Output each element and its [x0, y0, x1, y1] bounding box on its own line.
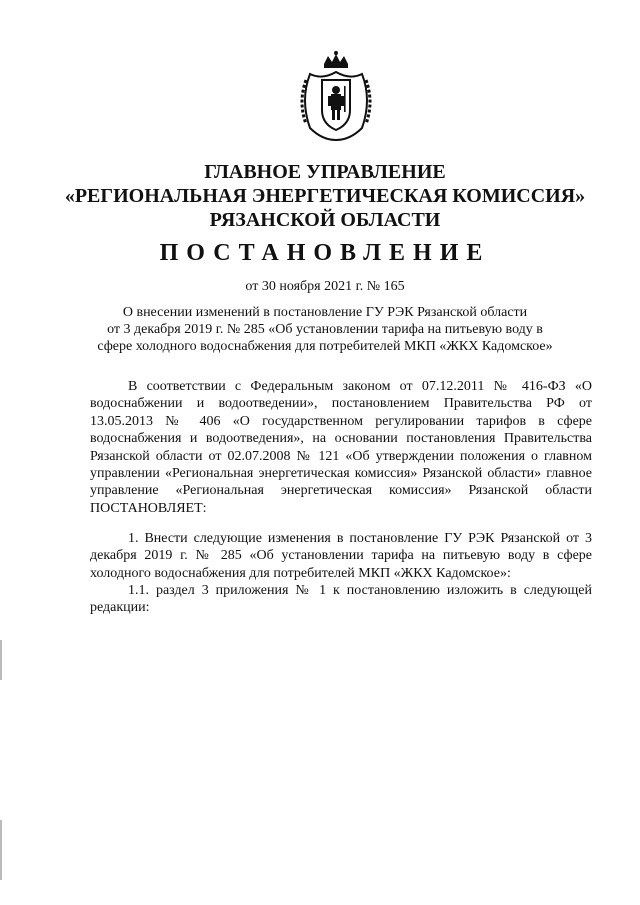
date-and-number: от 30 ноября 2021 г. № 165 [245, 279, 405, 294]
issuer-line-3: РЯЗАНСКОЙ ОБЛАСТИ [209, 209, 441, 231]
item-1-paragraph: 1. Внести следующие изменения в постановление ГУ РЭК Рязанской от 3 декабря 2019 г. № 285 «Об установлении тарифа на питьевую воду в сфере холодного водоснабжения для потребителей МКП «ЖКХ Кадомское»: [90, 531, 592, 581]
subject-line-3: сфере холодного водоснабжения для потребителей МКП «ЖКХ Кадомское» [97, 339, 553, 354]
issuer-line-2: «РЕГИОНАЛЬНАЯ ЭНЕРГЕТИЧЕСКАЯ КОМИССИЯ» [64, 185, 586, 207]
ryazan-coat-of-arms-icon [296, 50, 376, 142]
preamble-paragraph: В соответствии с Федеральным законом от 07.12.2011 № 416-ФЗ «О водоснабжении и водоотведении», постановлением Правительства РФ от 13.05.2013 № 406 «О государственном регулировании тарифов в сфере водоснабжения и водоотведения», на основании постановления Правительства Рязанской области от 02.07.2008 № 121 «Об утверждении положения о главном управлении «Региональная энергетическая комиссия» Рязанской области» главное управление «Региональная энергетическая комиссия» Рязанской области ПОСТАНОВЛЯЕТ: [90, 379, 592, 516]
document-type: ПОСТАНОВЛЕНИЕ [159, 240, 491, 266]
document-subject [70, 304, 580, 355]
issuer-line-1: ГЛАВНОЕ УПРАВЛЕНИЕ [204, 161, 446, 183]
subject-line-1: О внесении изменений в постановление ГУ РЭК Рязанской области [122, 305, 528, 320]
scan-edge-mark [0, 640, 2, 680]
item-1-1-paragraph: 1.1. раздел 3 приложения № 1 к постановлению изложить в следующей редакции: [90, 583, 592, 616]
scan-edge-mark [0, 820, 2, 880]
subject-line-2: от 3 декабря 2019 г. № 285 «Об установлении тарифа на питьевую воду в [107, 322, 543, 337]
